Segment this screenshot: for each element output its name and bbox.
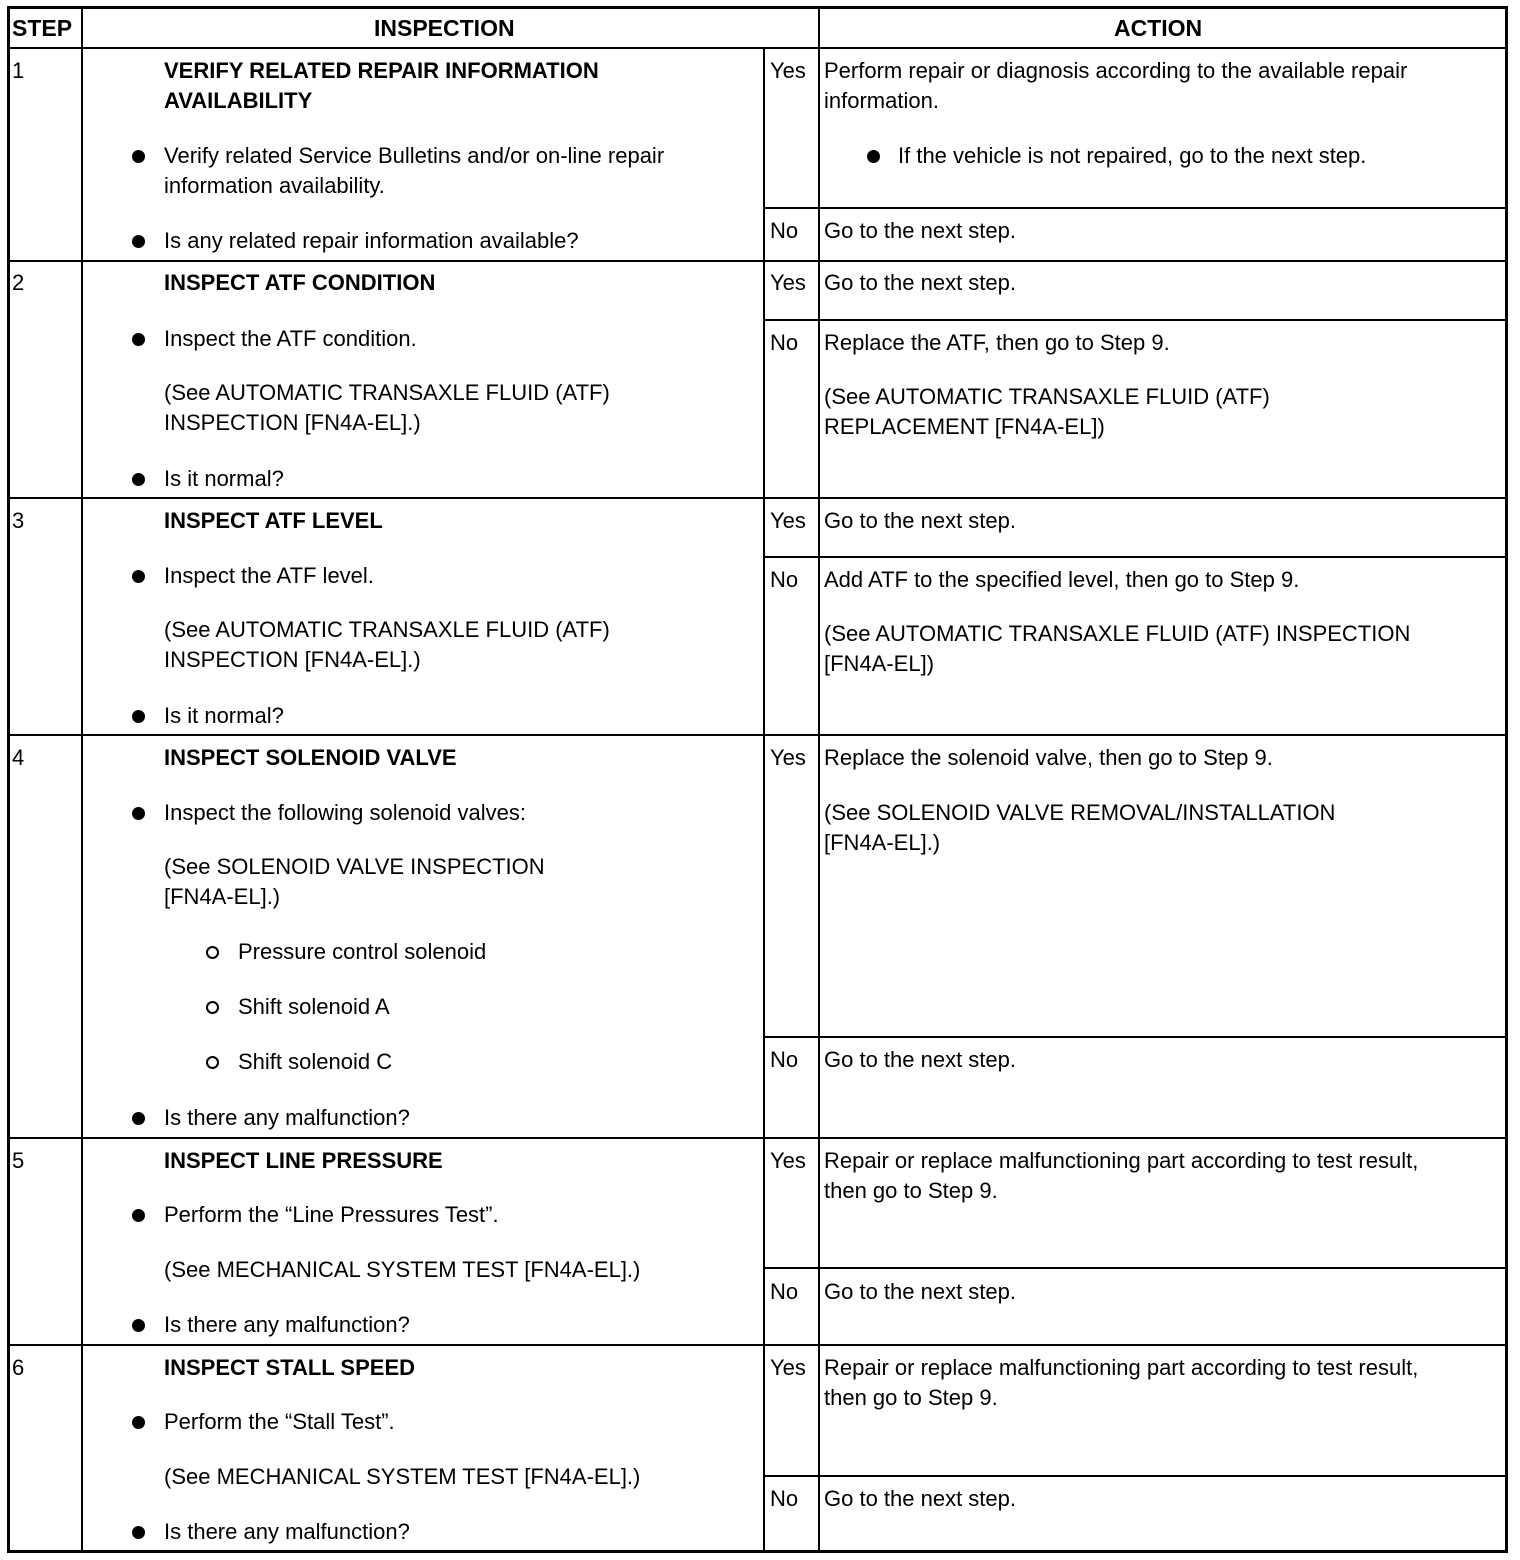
yes-action-reference: [FN4A-EL].) — [824, 830, 941, 855]
bullet-icon — [132, 710, 145, 723]
sub-item: Pressure control solenoid — [238, 939, 487, 964]
yes-action: Go to the next step. — [824, 508, 1017, 533]
no-action: Add ATF to the specified level, then go to Step 9. — [824, 567, 1300, 592]
yes-action: Perform repair or diagnosis according to the available repair — [824, 58, 1408, 83]
yes-action: Repair or replace malfunctioning part according to test result, — [824, 1148, 1419, 1173]
inspection-question: Is any related repair information available? — [164, 228, 579, 253]
no-action-reference: [FN4A-EL]) — [824, 651, 935, 676]
inspection-bullet: Inspect the ATF condition. — [164, 326, 417, 351]
no-label: No — [770, 218, 799, 243]
header-inspection: INSPECTION — [374, 15, 515, 41]
header-step: STEP — [12, 15, 73, 41]
step-number: 1 — [12, 58, 25, 83]
step-number: 3 — [12, 508, 25, 533]
bullet-icon — [132, 150, 145, 163]
inspection-reference: (See MECHANICAL SYSTEM TEST [FN4A-EL].) — [164, 1464, 641, 1489]
yes-label: Yes — [770, 58, 806, 83]
bullet-icon — [132, 1416, 145, 1429]
yes-action: information. — [824, 88, 939, 113]
bullet-icon — [132, 1112, 145, 1125]
inspection-reference: (See AUTOMATIC TRANSAXLE FLUID (ATF) — [164, 617, 610, 642]
inspection-question: Is it normal? — [164, 703, 284, 728]
step-title: INSPECT STALL SPEED — [164, 1355, 416, 1380]
no-action: Go to the next step. — [824, 218, 1017, 243]
inspection-question: Is there any malfunction? — [164, 1519, 410, 1544]
inspection-bullet: Verify related Service Bulletins and/or on-line repair — [164, 143, 665, 168]
inspection-question: Is there any malfunction? — [164, 1105, 410, 1130]
bullet-icon — [132, 807, 145, 820]
yes-label: Yes — [770, 270, 806, 295]
no-action: Replace the ATF, then go to Step 9. — [824, 330, 1170, 355]
yes-label: Yes — [770, 745, 806, 770]
step-number: 4 — [12, 745, 25, 770]
yes-action-reference: (See SOLENOID VALVE REMOVAL/INSTALLATION — [824, 800, 1336, 825]
no-label: No — [770, 1486, 799, 1511]
inspection-reference: INSPECTION [FN4A-EL].) — [164, 410, 421, 435]
yes-label: Yes — [770, 508, 806, 533]
yes-action: then go to Step 9. — [824, 1385, 998, 1410]
bullet-icon — [132, 1319, 145, 1332]
no-action-reference: (See AUTOMATIC TRANSAXLE FLUID (ATF) — [824, 384, 1270, 409]
no-action: Go to the next step. — [824, 1047, 1017, 1072]
no-action: Go to the next step. — [824, 1279, 1017, 1304]
no-label: No — [770, 1279, 799, 1304]
step-number: 5 — [12, 1148, 25, 1173]
yes-action: Go to the next step. — [824, 270, 1017, 295]
inspection-reference: INSPECTION [FN4A-EL].) — [164, 647, 421, 672]
sub-bullet-icon — [206, 1001, 219, 1014]
step-number: 2 — [12, 270, 25, 295]
yes-label: Yes — [770, 1148, 806, 1173]
inspection-bullet: Inspect the ATF level. — [164, 563, 374, 588]
inspection-bullet: Perform the “Line Pressures Test”. — [164, 1202, 499, 1227]
bullet-icon — [867, 150, 880, 163]
step-number: 6 — [12, 1355, 25, 1380]
header-action: ACTION — [1114, 15, 1203, 41]
step-title: INSPECT ATF CONDITION — [164, 270, 436, 295]
no-action-reference: REPLACEMENT [FN4A-EL]) — [824, 414, 1105, 439]
sub-bullet-icon — [206, 946, 219, 959]
bullet-icon — [132, 1209, 145, 1222]
inspection-reference: (See MECHANICAL SYSTEM TEST [FN4A-EL].) — [164, 1257, 641, 1282]
inspection-bullet: information availability. — [164, 173, 385, 198]
inspection-question: Is it normal? — [164, 466, 284, 491]
inspection-question: Is there any malfunction? — [164, 1312, 410, 1337]
yes-action: Repair or replace malfunctioning part according to test result, — [824, 1355, 1419, 1380]
yes-action: then go to Step 9. — [824, 1178, 998, 1203]
inspection-bullet: Inspect the following solenoid valves: — [164, 800, 526, 825]
inspection-bullet: Perform the “Stall Test”. — [164, 1409, 395, 1434]
bullet-icon — [132, 333, 145, 346]
no-action: Go to the next step. — [824, 1486, 1017, 1511]
inspection-reference: [FN4A-EL].) — [164, 884, 281, 909]
no-label: No — [770, 330, 799, 355]
step-title: INSPECT LINE PRESSURE — [164, 1148, 443, 1173]
yes-action: Replace the solenoid valve, then go to Step 9. — [824, 745, 1273, 770]
bullet-icon — [132, 235, 145, 248]
sub-item: Shift solenoid C — [238, 1049, 393, 1074]
sub-item: Shift solenoid A — [238, 994, 390, 1019]
step-title: INSPECT ATF LEVEL — [164, 508, 383, 533]
no-action-reference: (See AUTOMATIC TRANSAXLE FLUID (ATF) INSPECTION — [824, 621, 1411, 646]
yes-label: Yes — [770, 1355, 806, 1380]
inspection-reference: (See SOLENOID VALVE INSPECTION — [164, 854, 545, 879]
no-label: No — [770, 1047, 799, 1072]
no-label: No — [770, 567, 799, 592]
bullet-icon — [132, 570, 145, 583]
step-title: VERIFY RELATED REPAIR INFORMATION — [164, 58, 599, 83]
step-title: AVAILABILITY — [164, 88, 313, 113]
bullet-icon — [132, 473, 145, 486]
step-title: INSPECT SOLENOID VALVE — [164, 745, 457, 770]
sub-bullet-icon — [206, 1056, 219, 1069]
bullet-icon — [132, 1526, 145, 1539]
yes-action-bullet: If the vehicle is not repaired, go to the next step. — [898, 143, 1367, 168]
inspection-reference: (See AUTOMATIC TRANSAXLE FLUID (ATF) — [164, 380, 610, 405]
